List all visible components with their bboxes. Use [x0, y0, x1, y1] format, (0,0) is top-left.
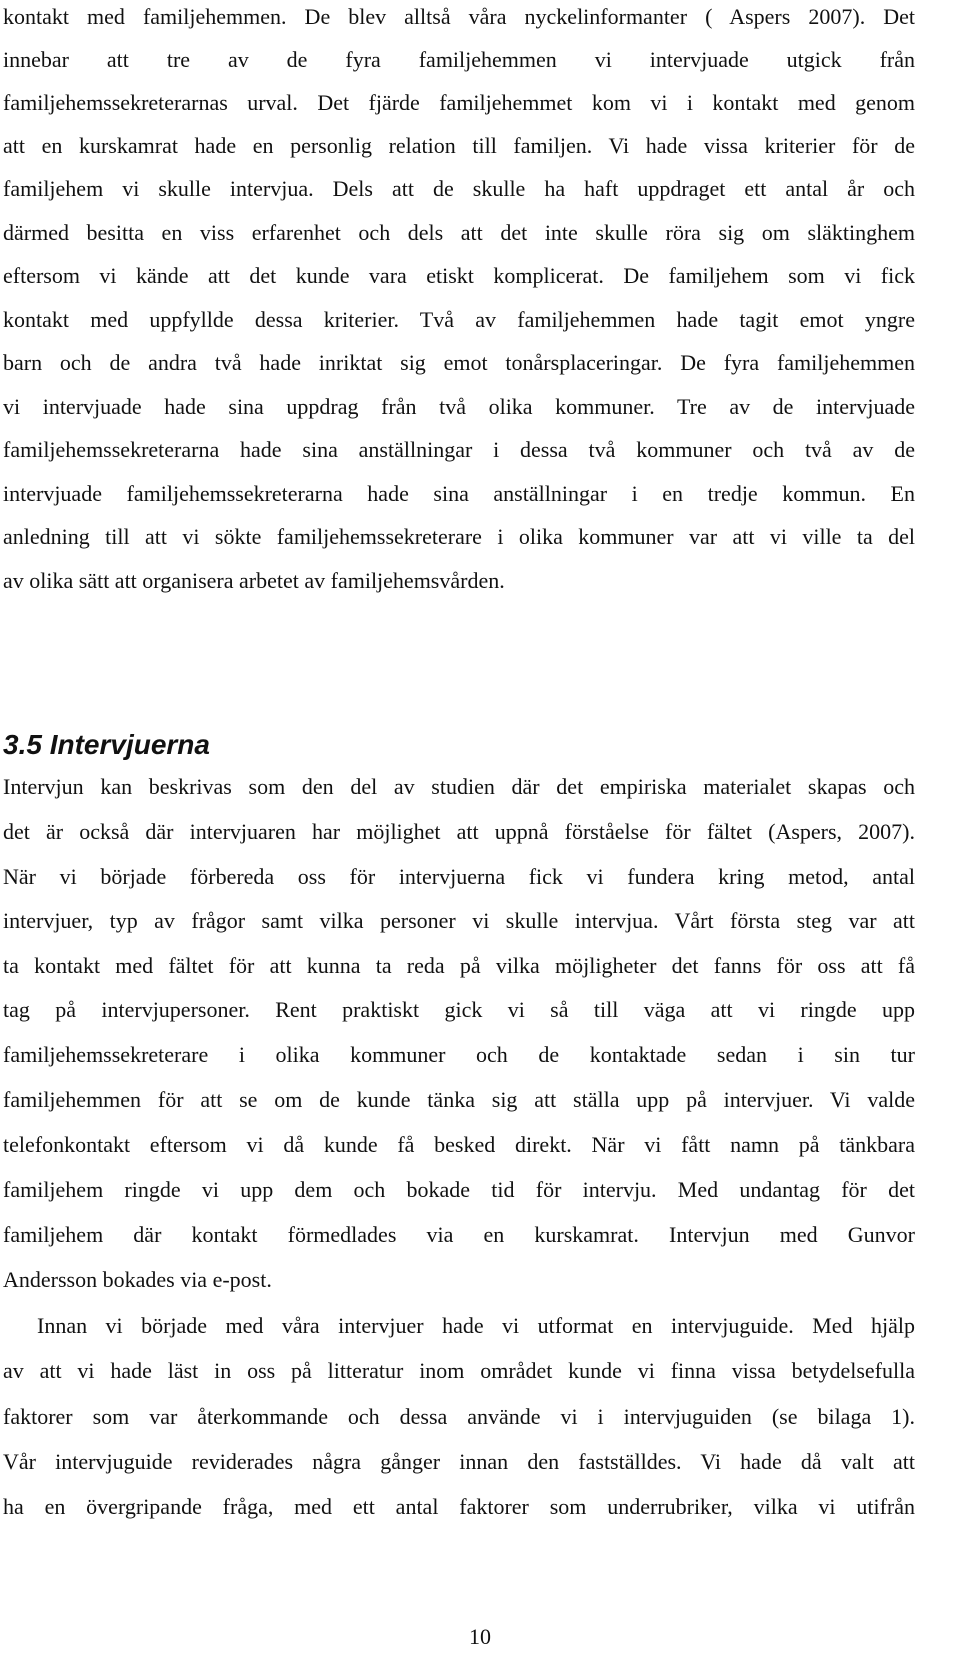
- text-line: vi intervjuade hade sina uppdrag från två olika kommuner. Tre av de intervjuade: [3, 394, 915, 419]
- text-line: barn och de andra två hade inriktat sig emot tonårsplaceringar. De fyra familjehemmen: [3, 350, 915, 375]
- text-line: telefonkontakt eftersom vi då kunde få besked direkt. När vi fått namn på tänkbara: [3, 1132, 915, 1157]
- text-line: Vår intervjuguide reviderades några gånger innan den fastställdes. Vi hade då valt att: [3, 1449, 915, 1474]
- text-line: av olika sätt att organisera arbetet av familjehemsvården.: [3, 568, 505, 593]
- text-line: tag på intervjupersoner. Rent praktiskt gick vi så till väga att vi ringde upp: [3, 997, 915, 1022]
- text-line: ta kontakt med fältet för att kunna ta reda på vilka möjligheter det fanns för oss att få: [3, 953, 915, 978]
- text-line: familjehemssekreterarna hade sina anställningar i dessa två kommuner och två av de: [3, 437, 915, 462]
- text-line: att en kurskamrat hade en personlig relation till familjen. Vi hade vissa kriterier för de: [3, 133, 915, 158]
- text-line: familjehem ringde vi upp dem och bokade tid för intervju. Med undantag för det: [3, 1177, 915, 1202]
- text-line: familjehemmen för att se om de kunde tänka sig att ställa upp på intervjuer. Vi valde: [3, 1087, 915, 1112]
- text-line: familjehemssekreterare i olika kommuner och de kontaktade sedan i sin tur: [3, 1042, 915, 1067]
- section-heading: 3.5 Intervjuerna: [3, 729, 210, 760]
- text-line: familjehemssekreterarnas urval. Det fjärde familjehemmet kom vi i kontakt med genom: [3, 90, 915, 115]
- text-line: faktorer som var återkommande och dessa använde vi i intervjuguiden (se bilaga 1).: [3, 1404, 915, 1429]
- text-line: det är också där intervjuaren har möjlighet att uppnå förståelse för fältet (Aspers, 2007).: [3, 819, 915, 844]
- text-line: intervjuade familjehemssekreterarna hade sina anställningar i en tredje kommun. En: [3, 481, 915, 506]
- text-line: Innan vi började med våra intervjuer hade vi utformat en intervjuguide. Med hjälp: [37, 1313, 915, 1338]
- text-line: ha en övergripande fråga, med ett antal faktorer som underrubriker, vilka vi utifrån: [3, 1494, 915, 1519]
- text-line: Andersson bokades via e-post.: [3, 1267, 272, 1292]
- page-number: 10: [469, 1624, 491, 1649]
- text-line: kontakt med familjehemmen. De blev alltså våra nyckelinformanter ( Aspers 2007). Det: [3, 4, 915, 29]
- text-line: intervjuer, typ av frågor samt vilka personer vi skulle intervjua. Vårt första steg var att: [3, 908, 915, 933]
- text-line: Intervjun kan beskrivas som den del av studien där det empiriska materialet skapas och: [3, 774, 915, 799]
- text-line: familjehem där kontakt förmedlades via en kurskamrat. Intervjun med Gunvor: [3, 1222, 915, 1247]
- text-line: anledning till att vi sökte familjehemssekreterare i olika kommuner var att vi ville ta del: [3, 524, 915, 549]
- text-line: därmed besitta en viss erfarenhet och dels att det inte skulle röra sig om släktinghem: [3, 220, 915, 245]
- text-line: innebar att tre av de fyra familjehemmen vi intervjuade utgick från: [3, 47, 915, 72]
- text-line: När vi började förbereda oss för intervjuerna fick vi fundera kring metod, antal: [3, 864, 915, 889]
- text-line: eftersom vi kände att det kunde vara etiskt komplicerat. De familjehem som vi fick: [3, 263, 915, 288]
- text-line: kontakt med uppfyllde dessa kriterier. Två av familjehemmen hade tagit emot yngre: [3, 307, 915, 332]
- text-line: av att vi hade läst in oss på litteratur inom området kunde vi finna vissa betydelsefulla: [3, 1358, 915, 1383]
- text-line: familjehem vi skulle intervjua. Dels att de skulle ha haft uppdraget ett antal år och: [3, 176, 915, 201]
